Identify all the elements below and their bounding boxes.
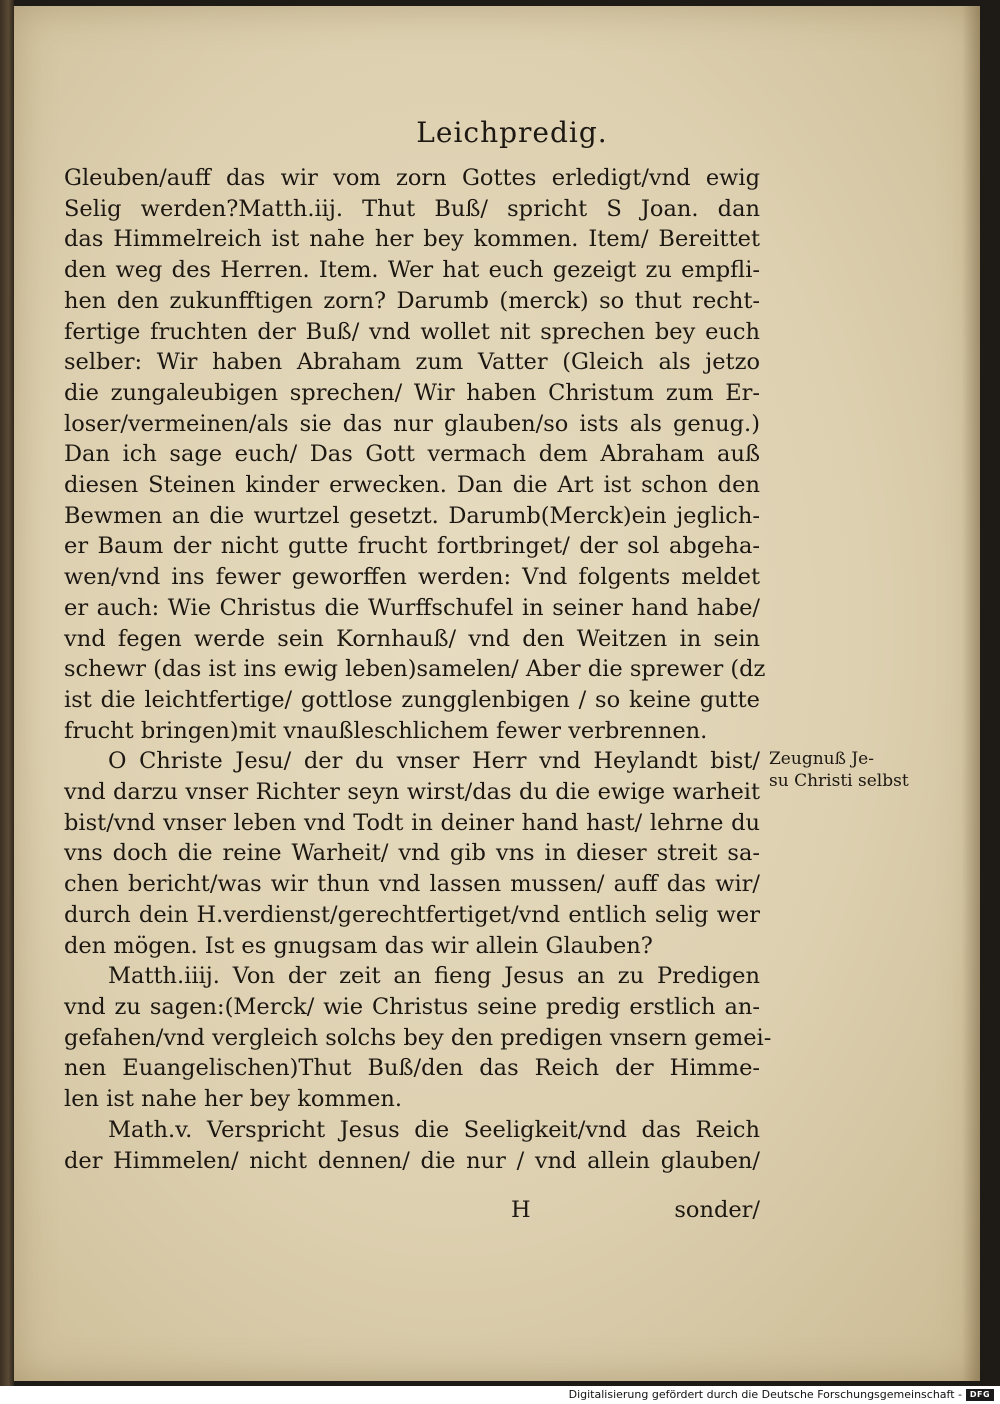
text-line: wen/vnd ins fewer geworffen werden: Vnd folgents meldet	[64, 564, 760, 591]
text-line: vnd fegen werde sein Kornhauß/ vnd den Weitzen in sein	[64, 625, 760, 652]
text-line: Bewmen an die wurtzel gesetzt. Darumb(Merck)ein jeglich-	[64, 502, 760, 529]
text-line: vnd darzu vnser Richter seyn wirst/das du die ewige warheit	[64, 779, 760, 806]
text-line: der Himmelen/ nicht dennen/ die nur / vnd allein glauben/	[64, 1147, 760, 1174]
catchword: sonder/	[674, 1197, 760, 1223]
text-line: Gleuben/auff das wir vom zorn Gottes erledigt/vnd ewig	[64, 165, 760, 191]
book-page	[14, 6, 980, 1381]
text-line: fertige fruchten der Buß/ vnd wollet nit sprechen bey euch	[64, 318, 760, 345]
text-line: len ist nahe her bey kommen.	[64, 1086, 403, 1113]
text-line: den weg des Herren. Item. Wer hat euch gezeigt zu empfli-	[64, 257, 760, 284]
text-line: schewr (das ist ins ewig leben)samelen/ Aber die sprewer (dz	[64, 656, 766, 683]
margin-note-line: Zeugnuß Je-	[769, 749, 874, 769]
margin-note-line: su Christi selbst	[769, 771, 909, 791]
text-line: den mögen. Ist es gnugsam das wir allein Glauben?	[64, 932, 653, 959]
text-line: durch dein H.verdienst/gerechtfertiget/vnd entlich selig wer	[64, 901, 760, 928]
text-line: vns doch die reine Warheit/ vnd gib vns in dieser streit sa-	[64, 840, 760, 867]
text-line: er Baum der nicht gutte frucht fortbringet/ der sol abgeha-	[64, 533, 760, 560]
text-line: frucht bringen)mit vnaußleschlichem fewer verbrennen.	[64, 717, 708, 744]
text-line: Selig werden?Matth.iij. Thut Buß/ spricht S Joan. dan	[64, 195, 760, 222]
text-line: hen den zukunfftigen zorn? Darumb (merck) so thut recht-	[64, 287, 760, 314]
margin-note	[769, 748, 909, 792]
text-line: das Himmelreich ist nahe her bey kommen. Item/ Bereittet	[64, 226, 760, 253]
text-line: ist die leichtfertige/ gottlose zungglenbigen / so keine gutte	[64, 686, 760, 713]
text-line: gefahen/vnd vergleich solchs bey den predigen vnsern gemei-	[64, 1024, 772, 1051]
digitization-footer	[0, 1386, 1000, 1404]
book-edge	[0, 0, 14, 1386]
text-line: bist/vnd vnser leben vnd Todt in deiner hand hast/ lehrne du	[64, 809, 760, 836]
signature-mark: H	[511, 1197, 531, 1223]
text-line: diesen Steinen kinder erwecken. Dan die Art ist schon den	[64, 472, 760, 499]
text-line: O Christe Jesu/ der du vnser Herr vnd Heylandt bist/	[108, 748, 760, 775]
text-line: Matth.iiij. Von der zeit an fieng Jesus an zu Predigen	[108, 963, 760, 990]
running-head: Leichpredig.	[416, 116, 608, 149]
funding-credit: Digitalisierung gefördert durch die Deutsche Forschungsgemeinschaft -	[568, 1388, 962, 1401]
body-text	[64, 163, 772, 1176]
text-line: er auch: Wie Christus die Wurffschufel in seiner hand habe/	[64, 594, 760, 621]
text-line: vnd zu sagen:(Merck/ wie Christus seine predig erstlich an-	[64, 993, 760, 1020]
page-foot	[64, 1197, 760, 1231]
text-line: nen Euangelischen)Thut Buß/den das Reich der Himme-	[64, 1055, 760, 1082]
text-line: loser/vermeinen/als sie das nur glauben/so ists als genug.)	[64, 410, 760, 437]
text-line: selber: Wir haben Abraham zum Vatter (Gleich als jetzo	[64, 349, 760, 376]
text-line: Math.v. Verspricht Jesus die Seeligkeit/vnd das Reich	[108, 1116, 760, 1143]
text-line: chen bericht/was wir thun vnd lassen mussen/ auff das wir/	[64, 871, 760, 898]
text-line: Dan ich sage euch/ Das Gott vermach dem Abraham auß	[64, 441, 760, 468]
text-line: die zungaleubigen sprechen/ Wir haben Christum zum Er-	[64, 379, 760, 406]
dfg-logo: DFG	[966, 1389, 994, 1401]
